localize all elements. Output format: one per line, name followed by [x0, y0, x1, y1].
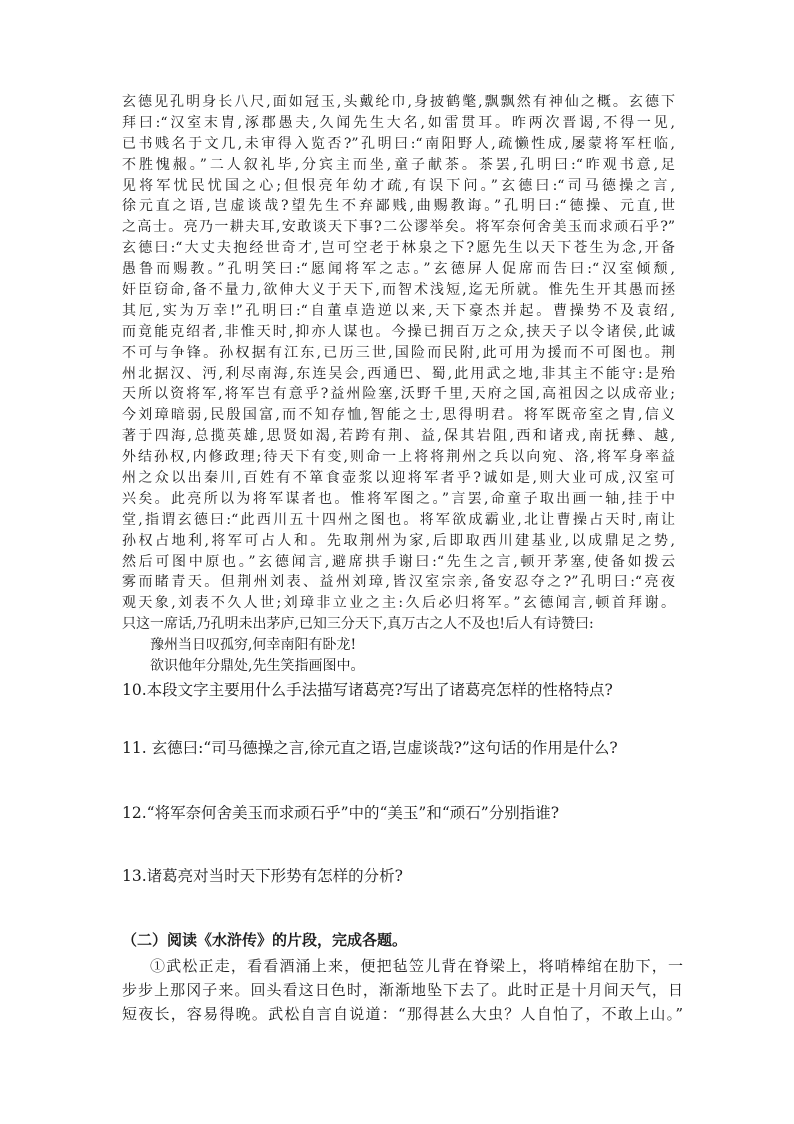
passage-line: 玄德见孔明身长八尺,面如冠玉,头戴纶巾,身披鹤氅,飘飘然有神仙之概。玄德下	[122, 94, 675, 110]
passage-line: 已书贱名于文几,未审得入览否?”孔明曰:“南阳野人,疏懒性成,屡蒙将军枉临,	[122, 135, 675, 152]
section-paragraph	[122, 954, 683, 1026]
section-paragraph-line: ①武松正走，看看酒涌上来，便把毡笠儿背在脊梁上，将哨棒绾在肋下，一	[150, 957, 683, 975]
question-11: 11. 玄德曰:“司马德操之言,徐元直之语,岂虚谈哉?”这句话的作用是什么?	[122, 739, 618, 757]
passage-line: 徐元直之语,岂虚谈哉?望先生不弃鄙贱,曲赐教诲。”孔明曰:“德操、元直,世	[122, 198, 675, 215]
section-paragraph-line: 短夜长，容易得晚。武松自言自说道：“那得甚么大虫？人自怕了，不敢上山。”	[122, 1005, 683, 1023]
passage-line: 州之众以出秦川,百姓有不箪食壶浆以迎将军者乎?诚如是,则大业可成,汉室可	[122, 470, 675, 487]
passage-line: 孙权占地利,将军可占人和。先取荆州为家,后即取西川建基业,以成鼎足之势,	[122, 532, 675, 549]
passage-line: 兴矣。此亮所以为将军谋者也。惟将军图之。”言罢,命童子取出画一轴,挂于中	[122, 490, 675, 507]
passage-line: 而竟能克绍者,非惟天时,抑亦人谋也。今操已拥百万之众,挟天子以令诸侯,此诚	[122, 323, 675, 340]
passage-line: 然后可图中原也。”玄德闻言,避席拱手谢曰:“先生之言,顿开茅塞,使备如拨云	[122, 553, 675, 570]
passage-line: 著于四海,总揽英雄,思贤如渴,若跨有荆、益,保其岩阻,西和诸戎,南抚彝、越,	[122, 428, 675, 445]
passage-line: 堂,指谓玄德曰:“此西川五十四州之图也。将军欲成霸业,北让曹操占天时,南让	[122, 511, 675, 528]
passage-line: 今刘璋暗弱,民殷国富,而不知存恤,智能之士,思得明君。将军既帝室之胄,信义	[122, 407, 675, 424]
passage-line: 观天象,刘表不久人世;刘璋非立业之主:久后必归将军。”玄德闻言,顿首拜谢。	[122, 595, 675, 612]
passage-line: 愚鲁而赐教。”孔明笑曰:“愿闻将军之志。”玄德屏人促席而告曰:“汉室倾颓,	[122, 261, 675, 278]
section-paragraph-line: 步步上那冈子来。回头看这日色时，渐渐地坠下去了。此时正是十月间天气，日	[122, 981, 683, 999]
passage-line: 天所以资将军,将军岂有意乎?益州险塞,沃野千里,天府之国,高祖因之以成帝业;	[122, 386, 675, 403]
passage-line: 拜曰:“汉室末胄,涿郡愚夫,久闻先生大名,如雷贯耳。昨两次晋谒,不得一见,	[122, 114, 675, 131]
poem-line: 欲识他年分鼎处,先生笑指画图中。	[150, 658, 365, 675]
poem-line: 豫州当日叹孤穷,何幸南阳有卧龙!	[150, 637, 357, 654]
passage-line: 见将军忧民忧国之心;但恨亮年幼才疏,有误下问。”玄德曰:“司马德操之言,	[122, 177, 675, 194]
passage-line: 不可与争锋。孙权据有江东,已历三世,国险而民附,此可用为援而不可图也。荆	[122, 344, 675, 361]
question-10: 10.本段文字主要用什么手法描写诸葛亮?写出了诸葛亮怎样的性格特点?	[122, 681, 613, 699]
passage-line: 州北据汉、沔,利尽南海,东连吴会,西通巴、蜀,此用武之地,非其主不能守:是殆	[122, 365, 675, 382]
passage-line: 其厄,实为万幸!”孔明曰:“自董卓造逆以来,天下豪杰并起。曹操势不及袁绍,	[122, 302, 675, 319]
passage-line: 玄德曰:“大丈夫抱经世奇才,岂可空老于林泉之下?愿先生以天下苍生为念,开备	[122, 240, 675, 257]
passage-line: 雾而睹青天。但荆州刘表、益州刘璋,皆汉室宗亲,备安忍夺之?”孔明曰:“亮夜	[122, 574, 675, 591]
passage-line: 不胜愧赧。”二人叙礼毕,分宾主而坐,童子献茶。茶罢,孔明曰:“昨观书意,足	[122, 156, 675, 173]
question-12: 12.“将军奈何舍美玉而求顽石乎”中的“美玉”和“顽石”分别指谁?	[122, 804, 560, 822]
passage-block	[122, 92, 675, 677]
passage-line: 奸臣窃命,备不量力,欲伸大义于天下,而智术浅短,迄无所就。惟先生开其愚而拯	[122, 282, 675, 299]
section-heading: （二）阅读《水浒传》的片段，完成各题。	[122, 931, 408, 949]
passage-line: 外结孙权,内修政理;待天下有变,则命一上将将荆州之兵以向宛、洛,将军身率益	[122, 449, 675, 466]
passage-line: 只这一席话,乃孔明未出茅庐,已知三分天下,真万古之人不及也!后人有诗赞曰:	[122, 616, 594, 633]
passage-line: 之高士。亮乃一耕夫耳,安敢谈天下事?二公谬举矣。将军奈何舍美玉而求顽石乎?”	[122, 219, 675, 236]
question-13: 13.诸葛亮对当时天下形势有怎样的分析?	[122, 867, 403, 885]
